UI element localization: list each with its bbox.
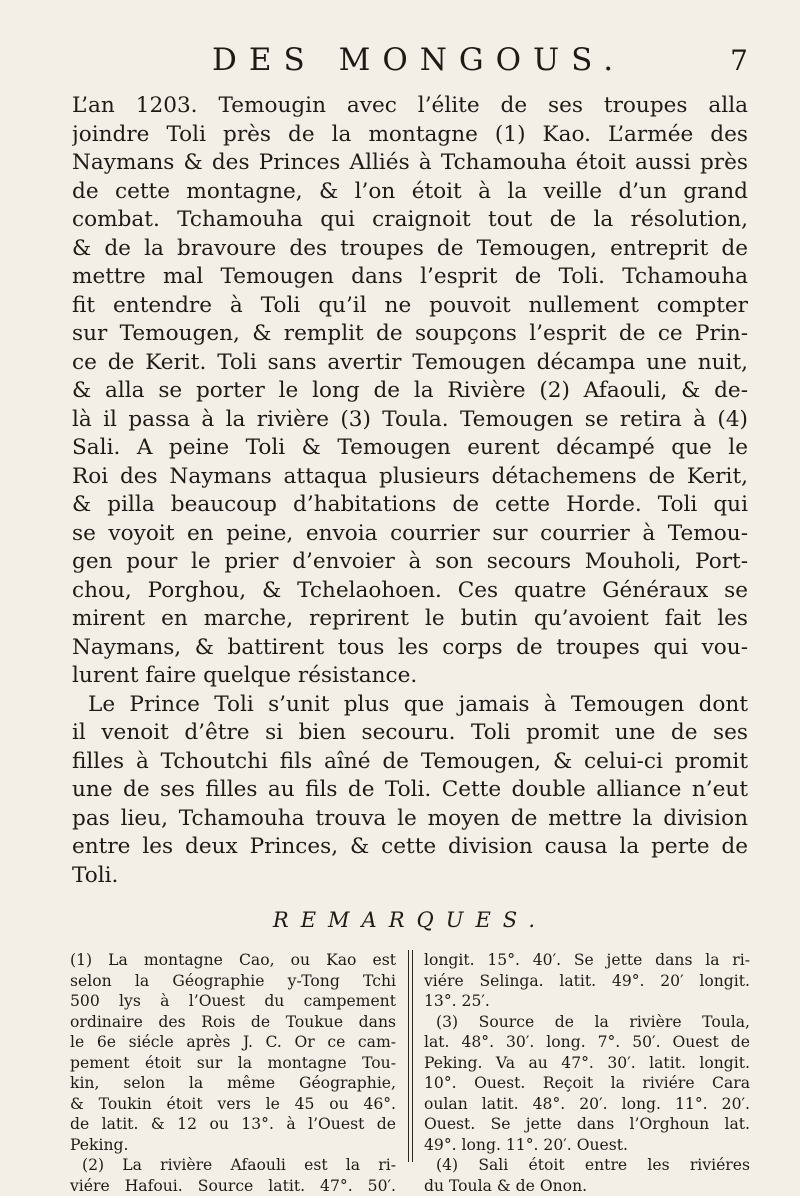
text-line: se voyoit en peine, envoia courrier sur courrier à Temou- bbox=[72, 520, 748, 549]
remarques-heading: REMARQUES. bbox=[72, 908, 748, 932]
column-rule bbox=[408, 950, 409, 1162]
note-line: oulan latit. 48°. 20′. long. 11°. 20′. bbox=[424, 1094, 750, 1115]
text-line: filles à Tchoutchi fils aîné de Temougen, & celui-ci promit bbox=[72, 748, 748, 777]
note-line: kin, selon la même Géographie, bbox=[70, 1073, 396, 1094]
note-line: (3) Source de la rivière Toula, bbox=[424, 1012, 750, 1033]
text-line: Toli. bbox=[72, 862, 748, 891]
note-line: (2) La rivière Afaouli est la ri- bbox=[70, 1155, 396, 1176]
text-line: Naymans & des Princes Alliés à Tchamouha étoit aussi près bbox=[72, 149, 748, 178]
note-line: Ouest. Se jette dans l’Orghoun lat. bbox=[424, 1114, 750, 1135]
text-line: fit entendre à Toli qu’il ne pouvoit nullement compter bbox=[72, 292, 748, 321]
text-line: sur Temougen, & remplit de soupçons l’esprit de ce Prin- bbox=[72, 320, 748, 349]
text-line: & de la bravoure des troupes de Temougen, entreprit de bbox=[72, 235, 748, 264]
note-line: 500 lys à l’Ouest du campement bbox=[70, 991, 396, 1012]
text-line: Naymans, & battirent tous les corps de troupes qui vou- bbox=[72, 634, 748, 663]
note-line: Peking. bbox=[70, 1135, 396, 1156]
note-line: pement étoit sur la montagne Tou- bbox=[70, 1053, 396, 1074]
text-line: une de ses filles au fils de Toli. Cette double alliance n’eut bbox=[72, 776, 748, 805]
text-line: il venoit d’être si bien secouru. Toli promit une de ses bbox=[72, 719, 748, 748]
text-line: lurent faire quelque résistance. bbox=[72, 662, 748, 691]
note-line: & Toukin étoit vers le 45 ou 46°. bbox=[70, 1094, 396, 1115]
text-line: pas lieu, Tchamouha trouva le moyen de mettre la division bbox=[72, 805, 748, 834]
text-line: L’an 1203. Temougin avec l’élite de ses troupes alla bbox=[72, 92, 748, 121]
text-line: joindre Toli près de la montagne (1) Kao. L’armée des bbox=[72, 121, 748, 150]
text-line: là il passa à la rivière (3) Toula. Temougen se retira à (4) bbox=[72, 406, 748, 435]
column-rule bbox=[412, 950, 413, 1162]
note-line: longit. 15°. 40′. Se jette dans la ri- bbox=[424, 950, 750, 971]
footnotes-right-column bbox=[424, 950, 750, 1196]
text-line: de cette montagne, & l’on étoit à la veille d’un grand bbox=[72, 178, 748, 207]
note-line: du Toula & de Onon. bbox=[424, 1176, 750, 1196]
page-number: 7 bbox=[730, 44, 748, 77]
running-title: DES MONGOUS. bbox=[212, 42, 625, 78]
note-line: 13°. 25′. bbox=[424, 991, 750, 1012]
text-line: mirent en marche, reprirent le butin qu’avoient fait les bbox=[72, 605, 748, 634]
text-line: mettre mal Temougen dans l’esprit de Toli. Tchamouha bbox=[72, 263, 748, 292]
note-line: viére Selinga. latit. 49°. 20′ longit. bbox=[424, 971, 750, 992]
text-line: entre les deux Princes, & cette division causa la perte de bbox=[72, 833, 748, 862]
note-line: (4) Sali étoit entre les riviéres bbox=[424, 1155, 750, 1176]
note-line: lat. 48°. 30′. long. 7°. 50′. Ouest de bbox=[424, 1032, 750, 1053]
footnotes-left-column bbox=[70, 950, 396, 1196]
text-line: combat. Tchamouha qui craignoit tout de la résolution, bbox=[72, 206, 748, 235]
note-line: (1) La montagne Cao, ou Kao est bbox=[70, 950, 396, 971]
note-line: selon la Géographie y-Tong Tchi bbox=[70, 971, 396, 992]
text-line: chou, Porghou, & Tchelaohoen. Ces quatre Généraux se bbox=[72, 577, 748, 606]
page-header bbox=[68, 42, 748, 92]
note-line: de latit. & 12 ou 13°. à l’Ouest de bbox=[70, 1114, 396, 1135]
note-line: ordinaire des Rois de Toukue dans bbox=[70, 1012, 396, 1033]
text-line: gen pour le prier d’envoier à son secours Mouholi, Port- bbox=[72, 548, 748, 577]
text-line: & alla se porter le long de la Rivière (2) Afaouli, & de- bbox=[72, 377, 748, 406]
text-line: Le Prince Toli s’unit plus que jamais à Temougen dont bbox=[72, 691, 748, 720]
footnotes bbox=[70, 950, 750, 1175]
text-line: Sali. A peine Toli & Temougen eurent décampé que le bbox=[72, 434, 748, 463]
text-line: ce de Kerit. Toli sans avertir Temougen décampa une nuit, bbox=[72, 349, 748, 378]
main-text bbox=[72, 92, 748, 890]
text-line: Roi des Naymans attaqua plusieurs détachemens de Kerit, bbox=[72, 463, 748, 492]
note-line: 49°. long. 11°. 20′. Ouest. bbox=[424, 1135, 750, 1156]
note-line: Peking. Va au 47°. 30′. latit. longit. bbox=[424, 1053, 750, 1074]
text-line: & pilla beaucoup d’habitations de cette Horde. Toli qui bbox=[72, 491, 748, 520]
note-line: le 6e siécle après J. C. Or ce cam- bbox=[70, 1032, 396, 1053]
note-line: 10°. Ouest. Reçoit la riviére Cara bbox=[424, 1073, 750, 1094]
note-line: viére Hafoui. Source latit. 47°. 50′. bbox=[70, 1176, 396, 1196]
